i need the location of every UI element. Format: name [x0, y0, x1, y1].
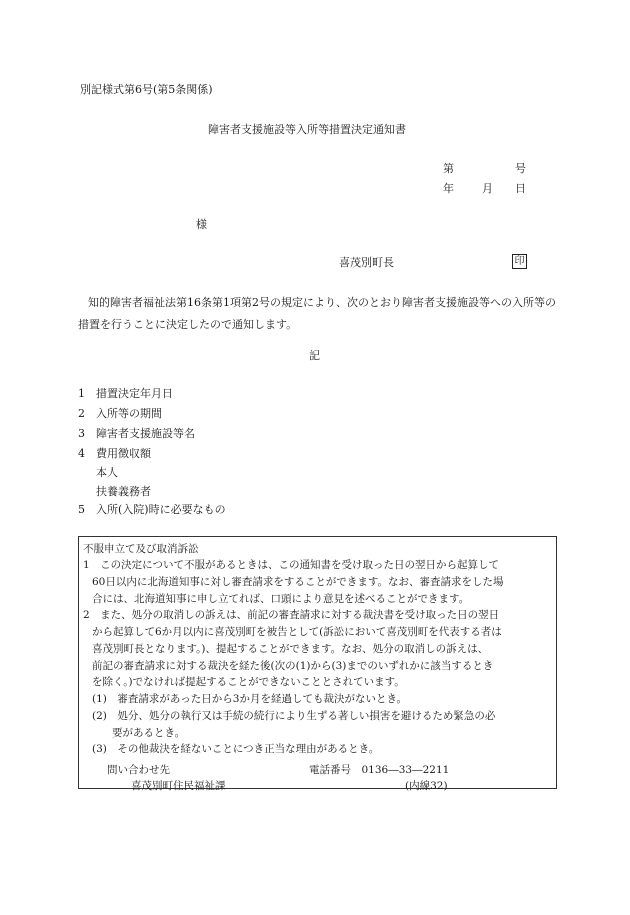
addressee-honorific: 様 — [196, 218, 207, 231]
body-paragraph: 知的障害者福祉法第16条第1項第2号の規定により、次のとおり障害者支援施設等への入所等の措置を行うことに決定したので通知します。 — [78, 296, 556, 331]
notice-line: 60日以内に北海道知事に対し審査請求をすることができます。なお、審査請求をした場 — [92, 576, 504, 588]
item-number: 1 — [78, 387, 85, 400]
reference-number-prefix: 第 — [443, 162, 454, 175]
notice-subclause: 要があるとき。 — [112, 727, 186, 739]
ki-heading: 記 — [309, 349, 320, 362]
seal-stamp: 印 — [512, 254, 527, 269]
notice-subclause: (1) 審査請求があった日から3か月を経過しても裁決がないとき。 — [92, 693, 408, 705]
notice-line: 1 この決定について不服があるときは、この通知書を受け取った日の翌日から起算して — [83, 559, 499, 571]
notice-subclause: (2) 処分、処分の執行又は手続の続行により生ずる著しい損害を避けるため緊急の必 — [92, 710, 496, 722]
item-number: 5 — [78, 503, 85, 516]
list-item — [78, 447, 151, 460]
item-label: 措置決定年月日 — [96, 387, 173, 400]
contact-label: 問い合わせ先 — [107, 764, 170, 776]
phone-extension: (内線32) — [405, 780, 448, 792]
notice-line: 合には、北海道知事に申し立てれば、口頭により意見を述べることができます。 — [92, 593, 470, 605]
notice-line: 喜茂別町長となります。)、提起することができます。なお、処分の取消しの訴えは、 — [92, 643, 489, 655]
issuer-name: 喜茂別町長 — [339, 256, 394, 269]
date-month: 月 — [482, 182, 493, 195]
item-number: 3 — [78, 427, 85, 440]
subitem-self: 本人 — [96, 466, 118, 479]
subitem-guardian: 扶養義務者 — [96, 485, 151, 498]
item-number: 2 — [78, 407, 85, 420]
notice-line: を除く。)でなければ提起することができないこととされています。 — [92, 676, 405, 688]
list-item — [78, 407, 162, 420]
notice-line: 2 また、処分の取消しの訴えは、前記の審査請求に対する裁決書を受け取った日の翌日 — [83, 609, 500, 621]
date-year: 年 — [443, 182, 454, 195]
contact-department: 喜茂別町住民福祉課 — [131, 780, 226, 792]
notice-line: 前記の審査請求に対する裁決を経た後(次の(1)から(3)までのいずれかに該当するとき — [92, 660, 494, 672]
item-label: 入所等の期間 — [96, 407, 162, 420]
item-label: 入所(入院)時に必要なもの — [96, 503, 226, 516]
list-item — [78, 427, 195, 440]
notice-subclause: (3) その他裁決を経ないことにつき正当な理由があるとき。 — [92, 743, 380, 755]
list-item — [78, 503, 226, 516]
document-title: 障害者支援施設等入所等措置決定通知書 — [208, 123, 406, 136]
date-day: 日 — [515, 182, 526, 195]
appeal-notice-box — [78, 536, 557, 792]
reference-number-suffix: 号 — [515, 162, 526, 175]
item-label: 障害者支援施設等名 — [96, 427, 195, 440]
notice-line: から起算して6か月以内に喜茂別町を被告として(訴訟において喜茂別町を代表する者は — [92, 626, 502, 638]
form-number: 別記様式第6号(第5条関係) — [80, 83, 213, 96]
phone-number: 電話番号 0136―33―2211 — [309, 764, 450, 776]
notice-title: 不服申立て及び取消訴訟 — [83, 543, 199, 555]
list-item — [78, 387, 173, 400]
item-label: 費用徴収額 — [96, 447, 151, 460]
item-number: 4 — [78, 447, 85, 460]
